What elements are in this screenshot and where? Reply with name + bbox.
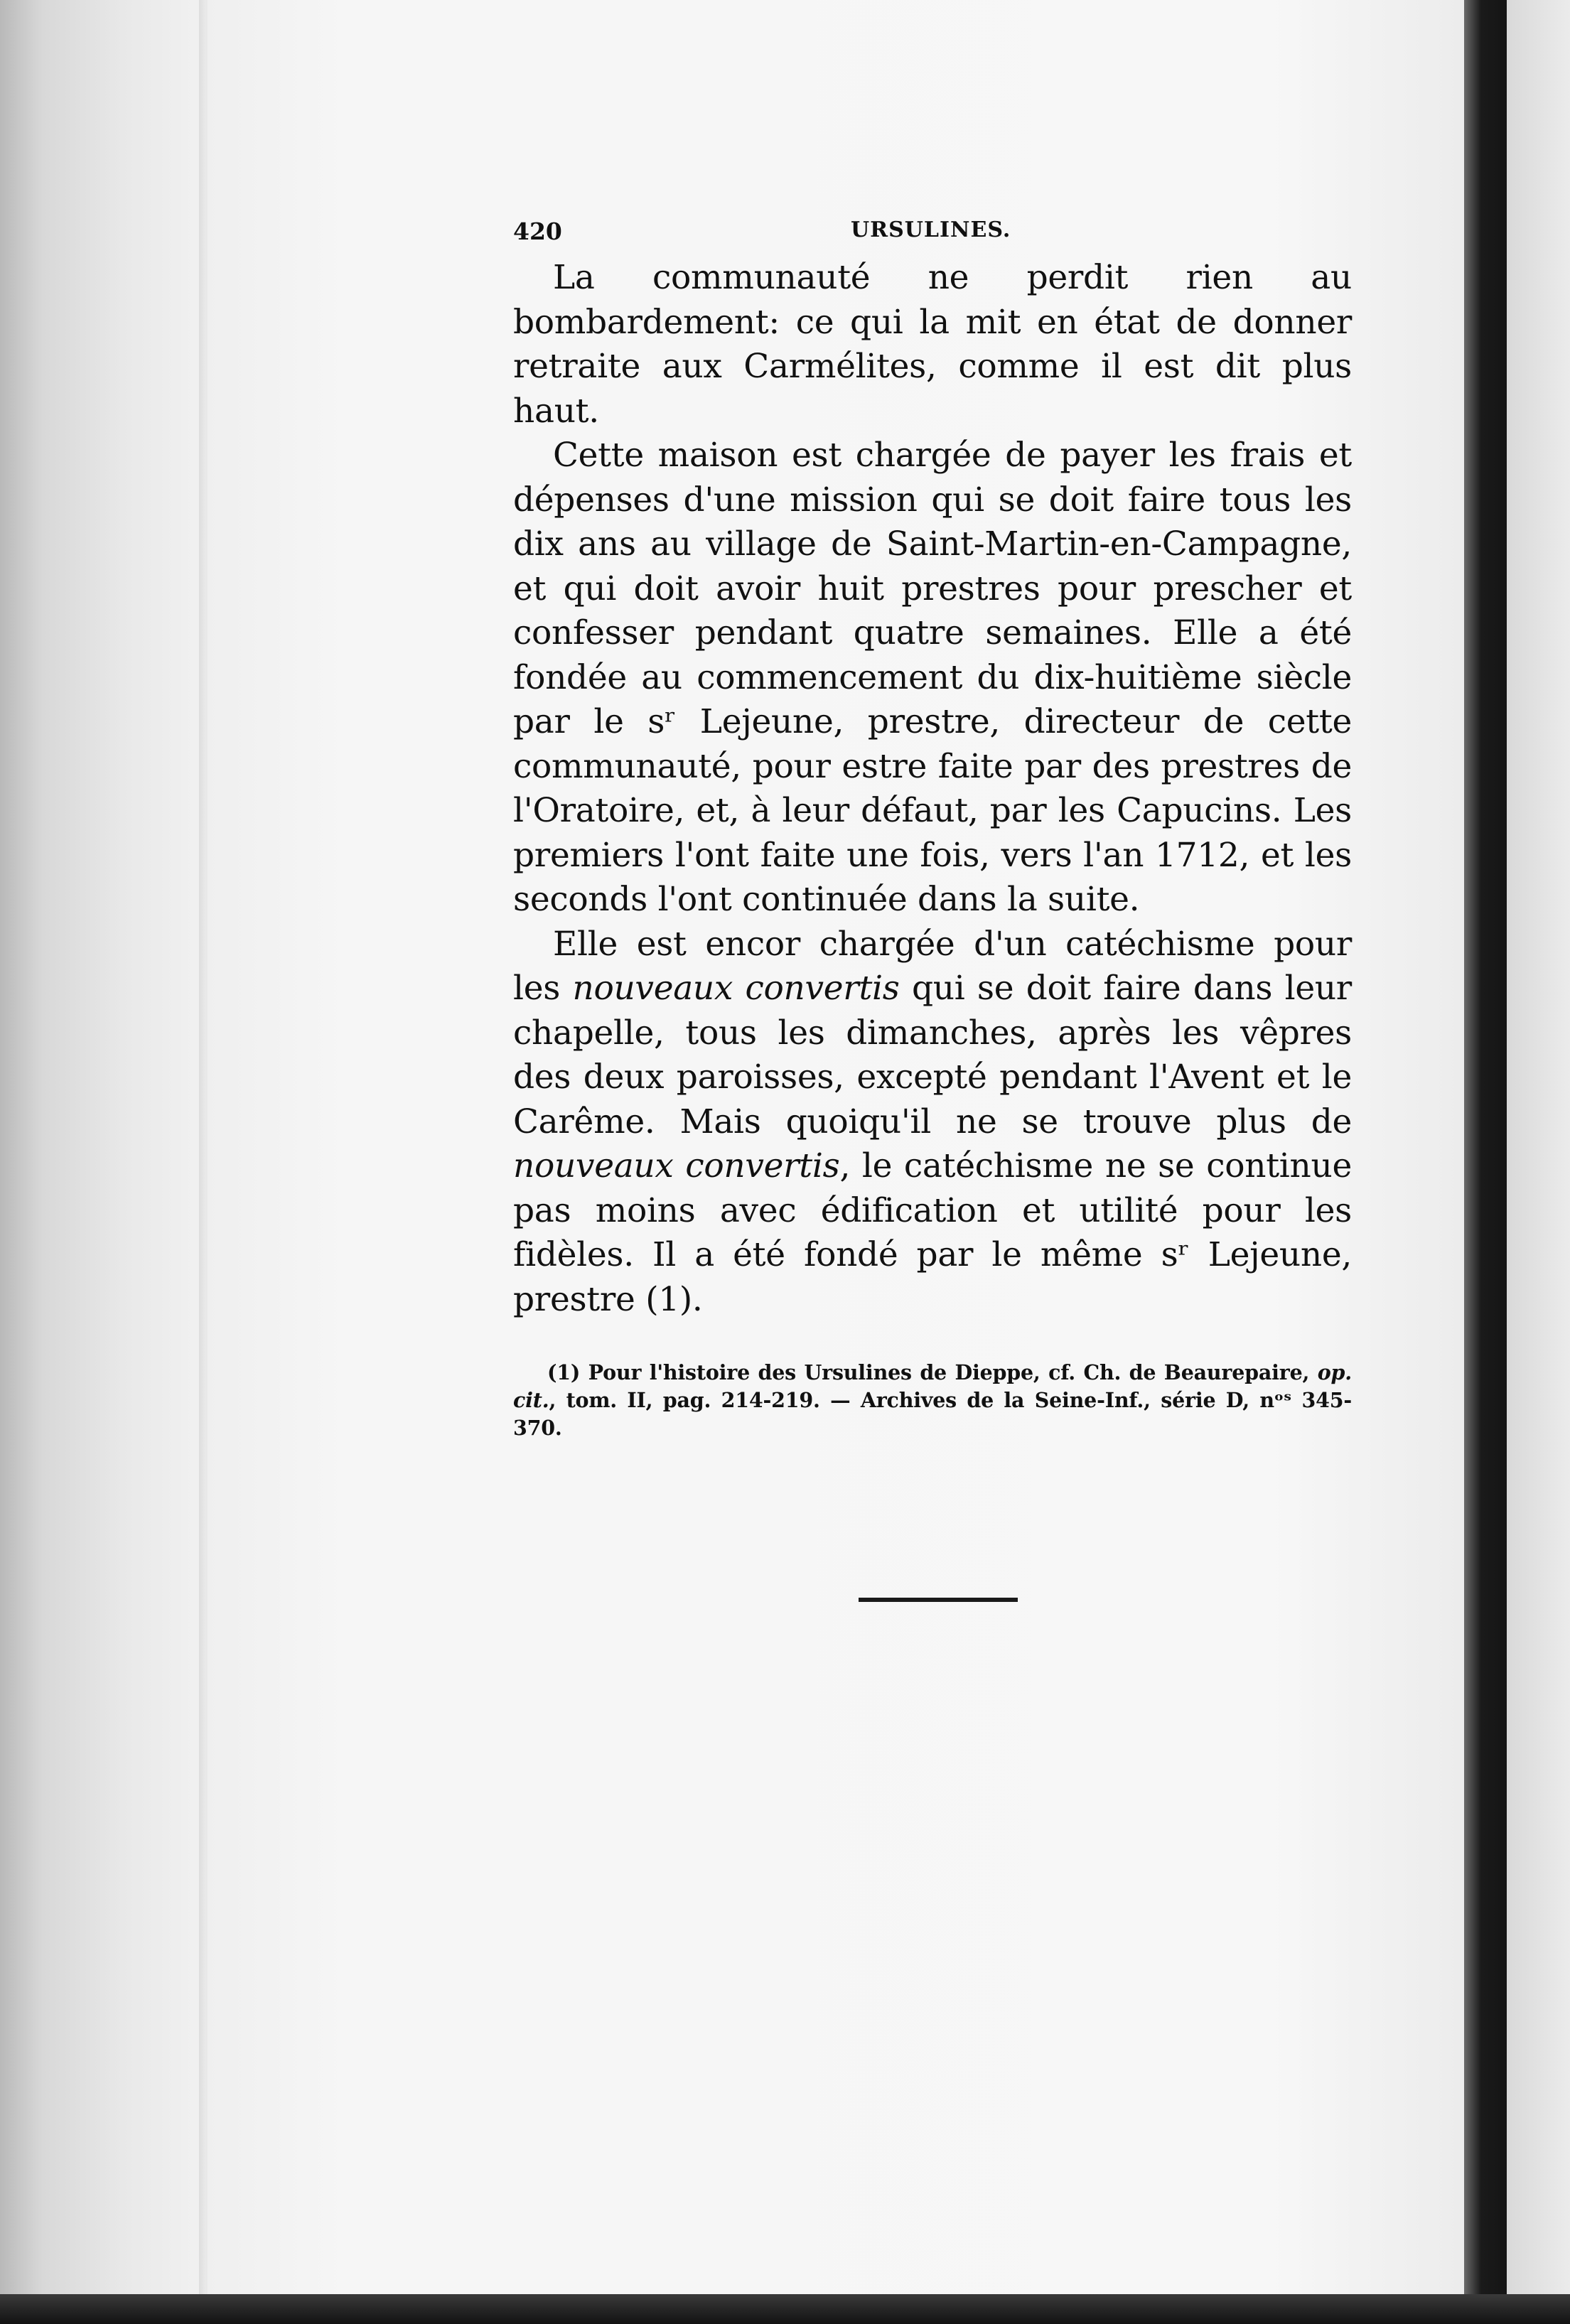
text-segment: qui se doit faire dans leur chapelle, tous les dimanches, après les vêpres des deux paroisses, excepté pendant l'Avent et le Carême. Mais quoiqu'il ne se trouve plus de — [513, 969, 1352, 1141]
paragraph — [513, 256, 1352, 434]
page-fold — [199, 0, 208, 2296]
paragraph — [513, 434, 1352, 922]
running-head — [513, 213, 1352, 256]
footnote-segment: , tom. II, pag. 214-219. — Archives de la Seine-Inf., série D, nᵒˢ 345-370. — [513, 1388, 1352, 1440]
binding-edge — [1464, 0, 1507, 2324]
paragraph — [513, 922, 1352, 1323]
adjacent-page-strip — [1507, 0, 1570, 2324]
footnote-segment: (1) Pour l'histoire des Ursulines de Dieppe, cf. Ch. de Beaurepaire, — [547, 1360, 1318, 1384]
running-title: URSULINES. — [851, 217, 1011, 242]
page-number: 420 — [513, 217, 562, 245]
italic-segment: nouveaux convertis — [572, 969, 900, 1008]
text-block — [513, 213, 1352, 1442]
text-segment: Elle est encor chargée d'un catéchisme pour les — [513, 924, 1352, 1008]
bottom-edge — [0, 2294, 1570, 2324]
footnote-italic-segment: op. cit. — [513, 1360, 1352, 1412]
text-segment: , le catéchisme ne se continue pas moins avec édification et utilité pour les fidèles. Il a été fondé par le même sʳ Lejeune, prestre (1). — [513, 1146, 1352, 1319]
italic-segment: nouveaux convertis — [513, 1146, 840, 1185]
footnote — [513, 1359, 1352, 1442]
closing-rule — [859, 1598, 1018, 1602]
text-segment: La communauté ne perdit rien au bombardement: ce qui la mit en état de donner retraite aux Carmélites, comme il est dit plus haut. — [513, 258, 1352, 431]
left-page-shadow — [0, 0, 213, 2324]
body-text — [513, 256, 1352, 1322]
text-segment: Cette maison est chargée de payer les frais et dépenses d'une mission qui se doit faire tous les dix ans au village de Saint-Martin-en-Campagne, et qui doit avoir huit prestres pour prescher et confesser pendant quatre semaines. Elle a été fondée au commencement du dix-huitième siècle par le sʳ Lejeune, prestre, directeur de cette communauté, pour estre faite par des prestres de l'Oratoire, et, à leur défaut, par les Capucins. Les premiers l'ont faite une fois, vers l'an 1712, et les seconds l'ont continuée dans la suite. — [513, 436, 1352, 919]
